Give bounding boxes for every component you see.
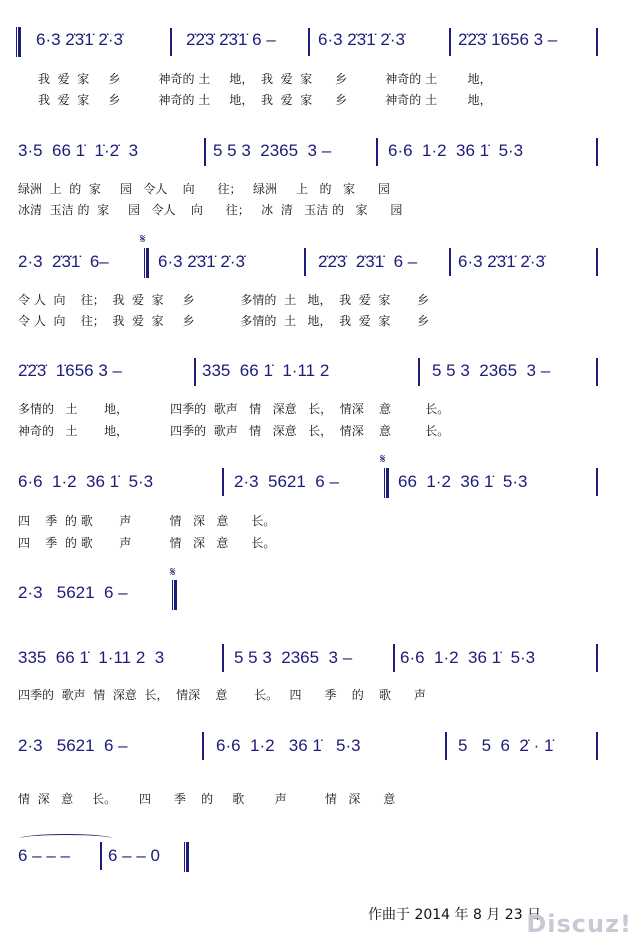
lyric-verse-2: 神奇的 土 地， 四季的 歌声 情 深意 长， 情深 意 长。 — [18, 424, 450, 438]
barline — [596, 732, 598, 760]
measure: 5 5 6 2̇ · 1̇ — [458, 736, 554, 755]
segno-sign: 𝄋 — [380, 452, 386, 467]
measure: 5 5 3 2365 3 – — [213, 141, 332, 160]
measure: 6·3 2̇3̇1̇ 2̇·3̇ — [318, 30, 405, 49]
tie-arc — [20, 834, 112, 843]
measure: 2·3 2̇3̇1̇ 6– — [18, 252, 109, 271]
measure: 2̇2̇3̇ 2̇3̇1̇ 6 – — [186, 30, 276, 49]
lyric-verse-1: 我 爱 家 乡 神奇的 土 地， 我 爱 家 乡 神奇的 土 地， — [38, 72, 492, 86]
lyric-verse-1: 四季的 歌声 情 深意 长， 情深 意 长。 四 季 的 歌 声 — [18, 688, 426, 702]
measure: 6·3 2̇3̇1̇ 2̇·3̇ — [36, 30, 123, 49]
measure: 2·3 5621 6 – — [18, 583, 128, 602]
lyric-verse-1: 绿洲 上 的 家 园 令人 向 往； 绿洲 上 的 家 园 — [18, 182, 390, 196]
barline — [202, 732, 204, 760]
measure: 5 5 3 2365 3 – — [432, 361, 551, 380]
measure: 6·3 2̇3̇1̇ 2̇·3̇ — [458, 252, 545, 271]
lyric-verse-1: 四 季 的 歌 声 情 深 意 长。 — [18, 514, 276, 528]
measure: 6 – – – — [18, 846, 70, 865]
barline — [393, 644, 395, 672]
barline — [596, 644, 598, 672]
notes-row-8 — [0, 736, 640, 836]
barline — [376, 138, 378, 166]
lyric-verse-2: 冰清 玉洁 的 家 园 令人 向 往； 冰 清 玉洁 的 家 园 — [18, 203, 403, 217]
barline — [100, 842, 102, 870]
lyric-verse-1: 情 深 意 长。 四 季 的 歌 声 情 深 意 — [18, 792, 396, 806]
barline — [222, 468, 224, 496]
barline — [308, 28, 310, 56]
barline — [384, 468, 389, 498]
lyric-verse-2: 我 爱 家 乡 神奇的 土 地， 我 爱 家 乡 神奇的 土 地， — [38, 93, 492, 107]
measure: 5 5 3 2365 3 – — [234, 648, 353, 667]
watermark-logo: Discuz! — [526, 910, 632, 938]
measure: 2̇2̇3̇ 1̇656 3 – — [458, 30, 558, 49]
measure: 2·3 5621 6 – — [234, 472, 339, 491]
measure: 6·6 1·2 36 1̇ 5·3 — [388, 141, 524, 160]
lyric-verse-1: 令 人 向 往； 我 爱 家 乡 多情的 土 地， 我 爱 家 乡 — [18, 293, 430, 307]
measure: 6·6 1·2 36 1̇ 5·3 — [400, 648, 536, 667]
barline — [222, 644, 224, 672]
barline — [445, 732, 447, 760]
measure: 6·6 1·2 36 1̇ 5·3 — [216, 736, 361, 755]
notes-row-1 — [0, 30, 640, 150]
barline — [596, 358, 598, 386]
barline — [194, 358, 196, 386]
barline — [304, 248, 306, 276]
barline — [449, 28, 451, 56]
final-barline — [184, 842, 189, 872]
measure: 66 1·2 36 1̇ 5·3 — [398, 472, 528, 491]
segno-sign: 𝄋 — [170, 565, 176, 580]
lyric-verse-2: 令 人 向 往； 我 爱 家 乡 多情的 土 地， 我 爱 家 乡 — [18, 314, 430, 328]
barline — [596, 28, 598, 56]
barline — [596, 138, 598, 166]
measure: 6 – – 0 — [108, 846, 160, 865]
notes-row-6 — [0, 583, 640, 643]
measure: 2̇2̇3̇ 1̇656 3 – — [18, 361, 122, 380]
measure: 3·5 66 1̇ 1̇·2̇ 3 — [18, 141, 139, 160]
segno-sign: 𝄋 — [140, 232, 146, 247]
measure: 2·3 5621 6 – — [18, 736, 128, 755]
measure: 6·6 1·2 36 1̇ 5·3 — [18, 472, 154, 491]
barline — [418, 358, 420, 386]
lyric-verse-2: 四 季 的 歌 声 情 深 意 长。 — [18, 536, 276, 550]
measure: 2̇2̇3̇ 2̇3̇1̇ 6 – — [318, 252, 418, 271]
barline — [449, 248, 451, 276]
barline — [144, 248, 149, 278]
composition-date: 作曲于 2014 年 8 月 23 日 — [368, 907, 542, 923]
barline — [596, 248, 598, 276]
repeat-end-barline — [172, 580, 177, 610]
barline — [170, 28, 172, 56]
measure: 335 66 1̇ 1·11 2 3 — [18, 648, 165, 667]
measure: 335 66 1̇ 1·11 2 — [202, 361, 330, 380]
barline — [596, 468, 598, 496]
barline — [204, 138, 206, 166]
measure: 6·3 2̇3̇1̇ 2̇·3̇ — [158, 252, 245, 271]
lyric-verse-1: 多情的 土 地， 四季的 歌声 情 深意 长， 情深 意 长。 — [18, 402, 450, 416]
